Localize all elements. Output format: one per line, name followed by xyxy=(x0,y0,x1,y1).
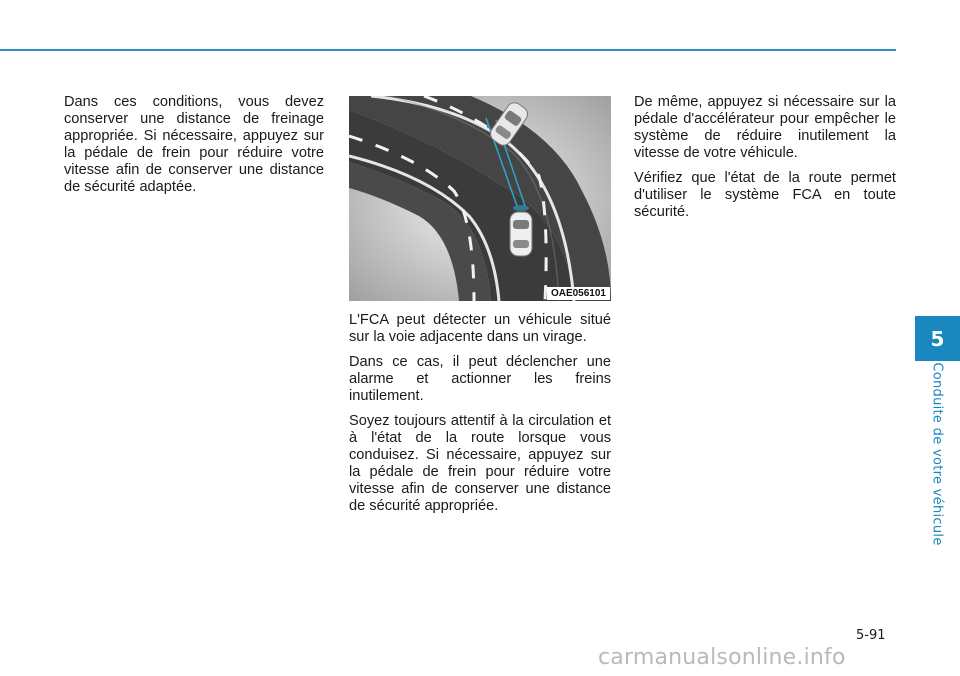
chapter-title: Conduite de votre véhicule xyxy=(929,362,945,546)
paragraph: Soyez toujours attentif à la circulation et à l'état de la route lorsque vous conduisez. Si nécessaire, appuyez sur la pédale de frein pour réduire votre vitesse afin de conserver une distance de sécurité appropriée. xyxy=(349,413,611,514)
chapter-tab: 5 xyxy=(915,316,960,361)
text-column-1 xyxy=(64,94,324,204)
paragraph: De même, appuyez si nécessaire sur la pédale d'accélérateur pour empêcher le système de réduire inutilement la vitesse de votre véhicule. xyxy=(634,94,896,161)
paragraph: Dans ce cas, il peut déclencher une alarme et actionner les freins inutilement. xyxy=(349,354,611,404)
text-column-2 xyxy=(349,312,611,523)
figure-code: OAE056101 xyxy=(547,287,610,300)
paragraph: L'FCA peut détecter un véhicule situé sur la voie adjacente dans un virage. xyxy=(349,312,611,345)
paragraph: Dans ces conditions, vous devez conserver une distance de freinage appropriée. Si nécessaire, appuyez sur la pédale de frein pour réduire votre vitesse afin de conserver une distance de sécurité adaptée. xyxy=(64,94,324,195)
page-number: 5-91 xyxy=(856,628,886,643)
paragraph: Vérifiez que l'état de la route permet d'utiliser le système FCA en toute sécurité. xyxy=(634,170,896,220)
text-column-3 xyxy=(634,94,896,229)
header-rule xyxy=(0,49,896,51)
own-vehicle xyxy=(510,212,532,256)
curve-road-illustration xyxy=(349,96,611,301)
road-diagram xyxy=(349,96,611,301)
watermark: carmanualsonline.info xyxy=(598,645,846,670)
